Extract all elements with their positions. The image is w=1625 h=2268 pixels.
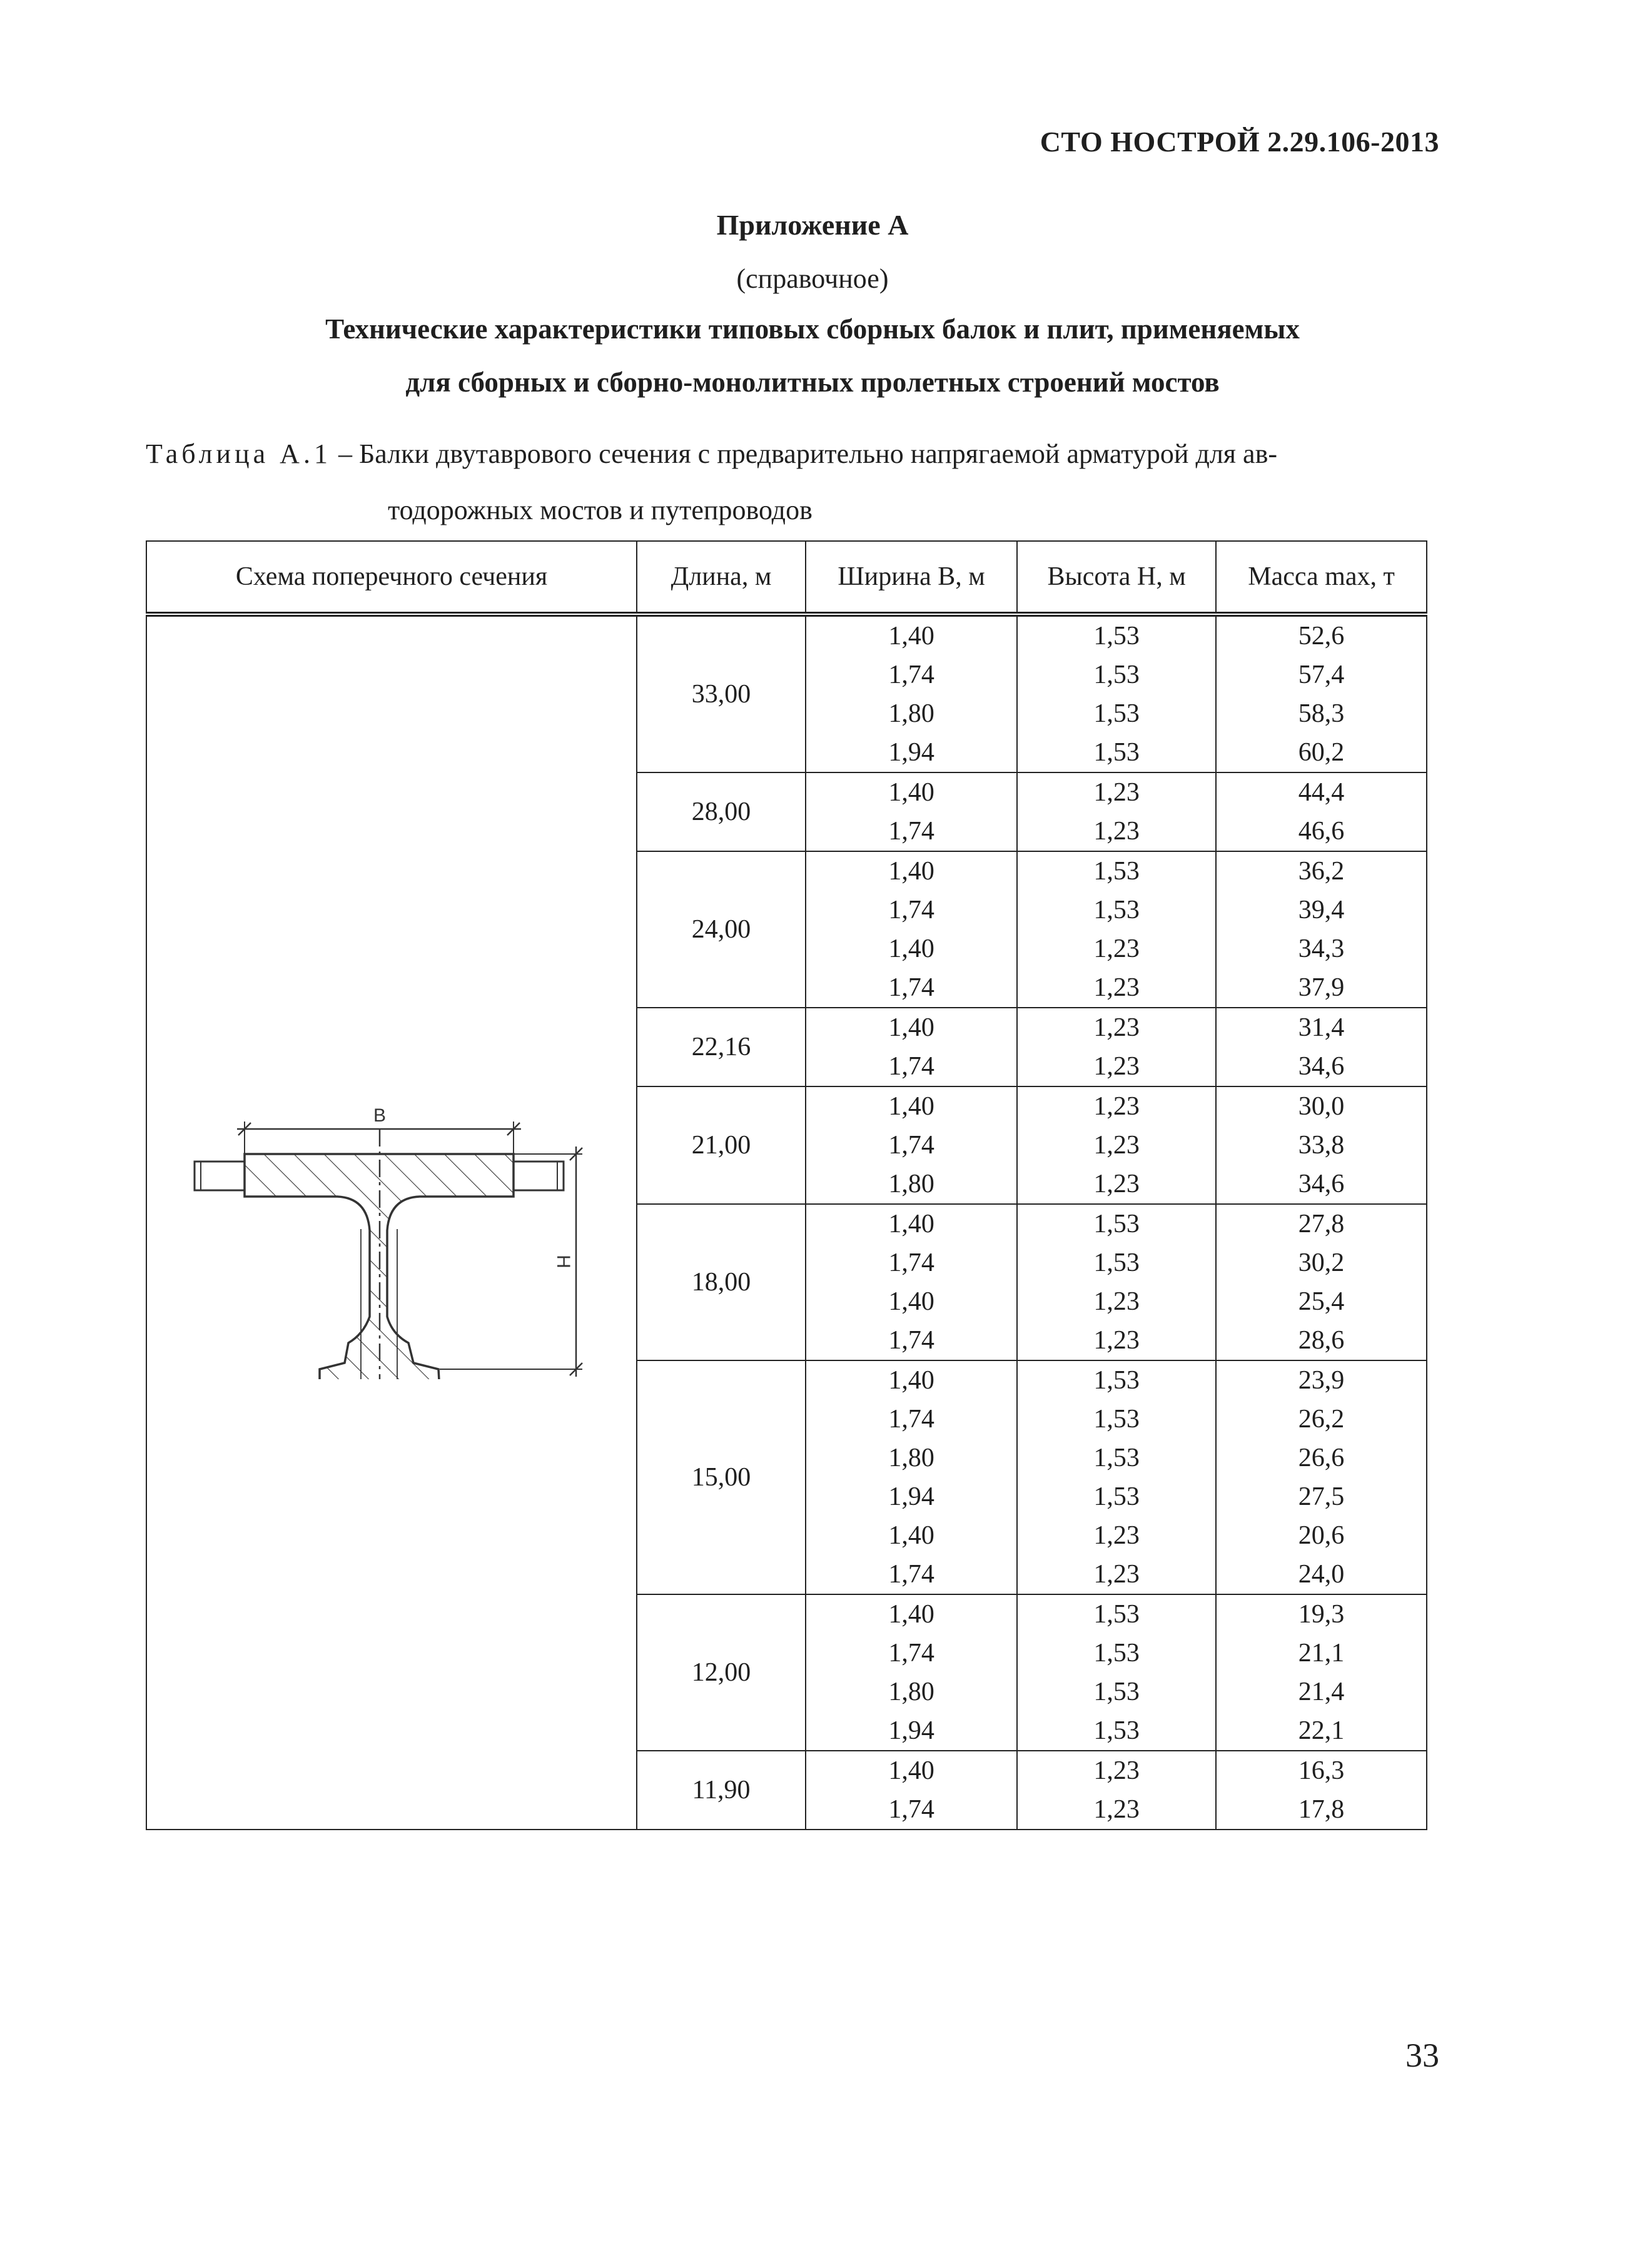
masse-value: 34,3 [1298,934,1345,963]
width-value: 1,74 [888,1795,934,1824]
masse-value: 30,2 [1298,1248,1345,1277]
width-value: 1,40 [888,1210,934,1238]
masse-value: 34,6 [1298,1170,1345,1198]
height-value: 1,23 [1093,1287,1140,1316]
width-values-cell [806,851,1017,1008]
height-value: 1,53 [1093,738,1140,767]
width-value: 1,94 [888,738,934,767]
length-cell: 33,00 [637,614,806,772]
height-values-cell [1017,851,1216,1008]
header-height: Высота Н, м [1017,541,1216,614]
masse-value: 46,6 [1298,817,1345,846]
appendix-title: Приложение А [716,209,909,241]
masse-value: 44,4 [1298,778,1345,807]
masse-value: 23,9 [1298,1366,1345,1395]
height-value: 1,53 [1093,1600,1140,1629]
masse-values-cell [1216,1594,1427,1751]
height-value: 1,53 [1093,622,1140,651]
masse-value: 27,5 [1298,1482,1345,1511]
table-body [146,614,1427,1830]
width-value: 1,40 [888,1521,934,1550]
masse-value: 22,1 [1298,1716,1345,1745]
length-cell: 11,90 [637,1751,806,1830]
width-value: 1,80 [888,699,934,728]
masse-value: 34,6 [1298,1052,1345,1081]
width-value: 1,74 [888,661,934,689]
masse-value: 33,8 [1298,1131,1345,1160]
document-code: СТО НОСТРОЙ 2.29.106-2013 [1040,126,1439,158]
height-value: 1,53 [1093,1678,1140,1706]
masse-values-cell [1216,851,1427,1008]
height-value: 1,23 [1093,1326,1140,1355]
width-value: 1,74 [888,817,934,846]
masse-value: 19,3 [1298,1600,1345,1629]
width-value: 1,40 [888,778,934,807]
width-value: 1,40 [888,1092,934,1121]
masse-value: 57,4 [1298,661,1345,689]
width-values-cell [806,1008,1017,1086]
masse-value: 58,3 [1298,699,1345,728]
height-value: 1,53 [1093,699,1140,728]
height-value: 1,53 [1093,1248,1140,1277]
header-length: Длина, м [637,541,806,614]
table-row [146,614,1427,772]
dimension-h-label: H [553,1255,574,1268]
width-value: 1,40 [888,934,934,963]
width-value: 1,40 [888,1600,934,1629]
width-value: 1,40 [888,1366,934,1395]
height-values-cell [1017,614,1216,772]
width-value: 1,74 [888,1639,934,1668]
scheme-cell [146,614,637,1830]
height-values-cell [1017,1204,1216,1360]
height-values-cell [1017,772,1216,851]
masse-value: 37,9 [1298,973,1345,1002]
masse-value: 30,0 [1298,1092,1345,1121]
height-values-cell [1017,1008,1216,1086]
table-caption-text: – Балки двутаврового сечения с предварительно напрягаемой арматурой для ав- [331,438,1277,469]
width-value: 1,74 [888,1405,934,1434]
height-value: 1,23 [1093,934,1140,963]
height-value: 1,23 [1093,1756,1140,1785]
height-value: 1,23 [1093,1131,1140,1160]
width-value: 1,74 [888,896,934,924]
height-value: 1,53 [1093,1482,1140,1511]
masse-value: 17,8 [1298,1795,1345,1824]
width-values-cell [806,614,1017,772]
height-values-cell [1017,1751,1216,1830]
height-value: 1,53 [1093,1210,1140,1238]
height-value: 1,23 [1093,973,1140,1002]
width-value: 1,80 [888,1444,934,1472]
masse-values-cell [1216,614,1427,772]
height-value: 1,23 [1093,1052,1140,1081]
height-value: 1,23 [1093,1092,1140,1121]
table-header-row [146,541,1427,614]
section-heading-line-1: Технические характеристики типовых сборных балок и плит, применяемых [325,313,1300,345]
width-values-cell [806,1086,1017,1204]
masse-values-cell [1216,1086,1427,1204]
masse-value: 26,2 [1298,1405,1345,1434]
masse-value: 28,6 [1298,1326,1345,1355]
width-value: 1,74 [888,1560,934,1589]
length-cell: 24,00 [637,851,806,1008]
width-value: 1,74 [888,1052,934,1081]
length-cell: 21,00 [637,1086,806,1204]
height-value: 1,53 [1093,1444,1140,1472]
height-value: 1,23 [1093,1795,1140,1824]
section-heading-line-2: для сборных и сборно-монолитных пролетных строений мостов [405,367,1220,398]
height-value: 1,23 [1093,1170,1140,1198]
masse-values-cell [1216,1204,1427,1360]
width-values-cell [806,1594,1017,1751]
table-caption-line-1 [146,438,1277,470]
width-value: 1,40 [888,1287,934,1316]
beams-table [146,540,1427,1830]
width-value: 1,40 [888,1756,934,1785]
left-flange-stub [195,1162,245,1190]
width-values-cell [806,772,1017,851]
header-mass: Масса max, т [1216,541,1427,614]
width-value: 1,94 [888,1716,934,1745]
appendix-subtitle: (справочное) [736,263,889,294]
length-cell: 12,00 [637,1594,806,1751]
height-value: 1,53 [1093,896,1140,924]
height-value: 1,23 [1093,817,1140,846]
beam-cross-section-diagram [176,1066,607,1379]
height-value: 1,23 [1093,778,1140,807]
right-flange-stub [514,1162,564,1190]
width-value: 1,74 [888,1248,934,1277]
masse-value: 24,0 [1298,1560,1345,1589]
width-value: 1,40 [888,857,934,886]
length-cell: 15,00 [637,1360,806,1594]
height-value: 1,53 [1093,661,1140,689]
masse-value: 52,6 [1298,622,1345,651]
height-value: 1,53 [1093,1366,1140,1395]
masse-value: 60,2 [1298,738,1345,767]
length-cell: 22,16 [637,1008,806,1086]
height-value: 1,23 [1093,1560,1140,1589]
masse-value: 25,4 [1298,1287,1345,1316]
width-value: 1,94 [888,1482,934,1511]
width-values-cell [806,1360,1017,1594]
masse-value: 26,6 [1298,1444,1345,1472]
header-scheme: Схема поперечного сечения [146,541,637,614]
length-cell: 18,00 [637,1204,806,1360]
masse-value: 16,3 [1298,1756,1345,1785]
width-values-cell [806,1204,1017,1360]
width-value: 1,80 [888,1678,934,1706]
height-value: 1,53 [1093,1716,1140,1745]
masse-values-cell [1216,1751,1427,1830]
table-caption-line-2: тодорожных мостов и путепроводов [388,495,812,525]
masse-value: 21,4 [1298,1678,1345,1706]
height-value: 1,53 [1093,857,1140,886]
width-value: 1,74 [888,973,934,1002]
page-number: 33 [1405,2037,1439,2074]
table-caption-label: Таблица А.1 [146,438,332,469]
height-value: 1,23 [1093,1013,1140,1042]
height-value: 1,53 [1093,1405,1140,1434]
width-value: 1,80 [888,1170,934,1198]
height-values-cell [1017,1594,1216,1751]
masse-value: 36,2 [1298,857,1345,886]
width-value: 1,40 [888,622,934,651]
height-value: 1,23 [1093,1521,1140,1550]
width-value: 1,40 [888,1013,934,1042]
masse-value: 39,4 [1298,896,1345,924]
height-values-cell [1017,1086,1216,1204]
length-cell: 28,00 [637,772,806,851]
masse-value: 20,6 [1298,1521,1345,1550]
width-value: 1,74 [888,1131,934,1160]
height-value: 1,53 [1093,1639,1140,1668]
masse-values-cell [1216,772,1427,851]
masse-value: 21,1 [1298,1639,1345,1668]
dimension-b-label: B [373,1105,387,1126]
width-values-cell [806,1751,1017,1830]
masse-value: 27,8 [1298,1210,1345,1238]
masse-values-cell [1216,1008,1427,1086]
masse-values-cell [1216,1360,1427,1594]
width-value: 1,74 [888,1326,934,1355]
height-values-cell [1017,1360,1216,1594]
masse-value: 31,4 [1298,1013,1345,1042]
header-width: Ширина В, м [806,541,1017,614]
